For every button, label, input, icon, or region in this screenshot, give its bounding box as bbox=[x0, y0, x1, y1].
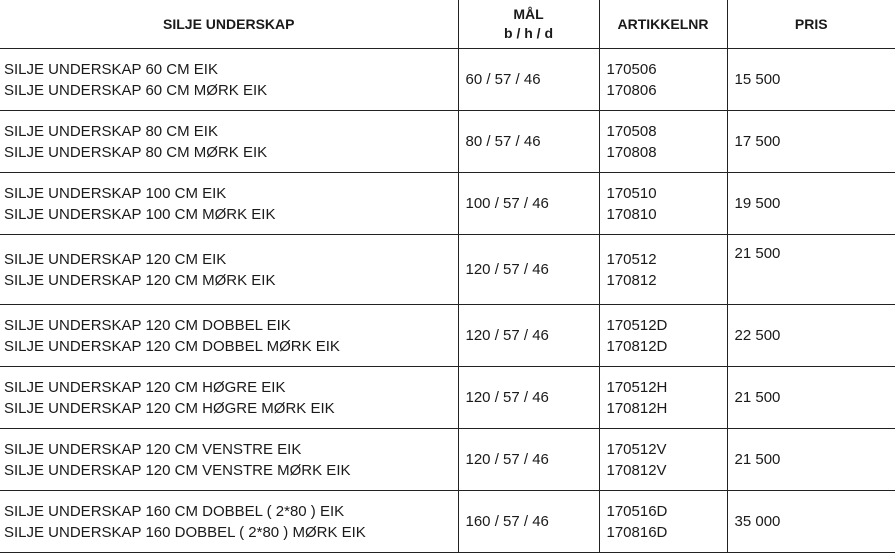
article-number: 170506 bbox=[606, 60, 657, 78]
header-price: PRIS bbox=[727, 0, 895, 49]
table-row bbox=[0, 429, 895, 491]
article-number-cell bbox=[599, 111, 727, 173]
article-number: 170512H bbox=[606, 378, 668, 396]
article-number: 170510 bbox=[606, 184, 657, 202]
header-dimensions bbox=[458, 0, 599, 49]
header-dimensions-title: MÅL bbox=[513, 6, 544, 23]
product-name-cell bbox=[0, 367, 458, 429]
header-name: SILJE UNDERSKAP bbox=[0, 0, 458, 49]
article-number-dark: 170812V bbox=[606, 461, 667, 479]
dimensions-cell: 120 / 57 / 46 bbox=[458, 429, 599, 491]
article-number-dark: 170812D bbox=[606, 337, 668, 355]
product-name: SILJE UNDERSKAP 120 CM EIK bbox=[4, 250, 227, 268]
table-row bbox=[0, 305, 895, 367]
product-name-dark: SILJE UNDERSKAP 160 DOBBEL ( 2*80 ) MØRK EIK bbox=[4, 523, 366, 541]
product-name: SILJE UNDERSKAP 120 CM HØGRE EIK bbox=[4, 378, 286, 396]
dimensions-cell: 160 / 57 / 46 bbox=[458, 491, 599, 553]
product-name: SILJE UNDERSKAP 100 CM EIK bbox=[4, 184, 227, 202]
product-name-dark: SILJE UNDERSKAP 100 CM MØRK EIK bbox=[4, 205, 276, 223]
price-cell: 19 500 bbox=[727, 173, 895, 235]
header-article-number: ARTIKKELNR bbox=[599, 0, 727, 49]
dimensions-cell: 100 / 57 / 46 bbox=[458, 173, 599, 235]
product-name-dark: SILJE UNDERSKAP 120 CM MØRK EIK bbox=[4, 271, 276, 289]
article-number-dark: 170812 bbox=[606, 271, 657, 289]
price-cell: 22 500 bbox=[727, 305, 895, 367]
table-body bbox=[0, 49, 895, 553]
table-row bbox=[0, 367, 895, 429]
header-row bbox=[0, 0, 895, 49]
table-header bbox=[0, 0, 895, 49]
price-cell: 21 500 bbox=[727, 235, 895, 305]
article-number-dark: 170806 bbox=[606, 81, 657, 99]
product-name-dark: SILJE UNDERSKAP 120 CM DOBBEL MØRK EIK bbox=[4, 337, 340, 355]
product-name: SILJE UNDERSKAP 160 CM DOBBEL ( 2*80 ) EIK bbox=[4, 502, 345, 520]
price-cell: 21 500 bbox=[727, 429, 895, 491]
price-cell: 21 500 bbox=[727, 367, 895, 429]
article-number-dark: 170810 bbox=[606, 205, 657, 223]
table-row bbox=[0, 111, 895, 173]
dimensions-cell: 120 / 57 / 46 bbox=[458, 305, 599, 367]
product-name-dark: SILJE UNDERSKAP 80 CM MØRK EIK bbox=[4, 143, 268, 161]
dimensions-cell: 120 / 57 / 46 bbox=[458, 235, 599, 305]
product-name: SILJE UNDERSKAP 60 CM EIK bbox=[4, 60, 218, 78]
article-number: 170508 bbox=[606, 122, 657, 140]
table-row bbox=[0, 235, 895, 305]
article-number-cell bbox=[599, 367, 727, 429]
article-number-cell bbox=[599, 173, 727, 235]
article-number: 170516D bbox=[606, 502, 668, 520]
table-row bbox=[0, 491, 895, 553]
article-number-dark: 170816D bbox=[606, 523, 668, 541]
dimensions-cell: 60 / 57 / 46 bbox=[458, 49, 599, 111]
price-cell: 15 500 bbox=[727, 49, 895, 111]
article-number-dark: 170812H bbox=[606, 399, 668, 417]
product-name-cell bbox=[0, 491, 458, 553]
price-cell: 35 000 bbox=[727, 491, 895, 553]
product-name-cell bbox=[0, 111, 458, 173]
product-name-dark: SILJE UNDERSKAP 120 CM VENSTRE MØRK EIK bbox=[4, 461, 351, 479]
article-number-cell bbox=[599, 491, 727, 553]
product-name-cell bbox=[0, 49, 458, 111]
product-name-dark: SILJE UNDERSKAP 60 CM MØRK EIK bbox=[4, 81, 268, 99]
table-row bbox=[0, 173, 895, 235]
article-number: 170512 bbox=[606, 250, 657, 268]
dimensions-cell: 120 / 57 / 46 bbox=[458, 367, 599, 429]
article-number: 170512D bbox=[606, 316, 668, 334]
article-number-cell bbox=[599, 235, 727, 305]
article-number-cell bbox=[599, 305, 727, 367]
article-number-cell bbox=[599, 49, 727, 111]
product-name-cell bbox=[0, 235, 458, 305]
dimensions-cell: 80 / 57 / 46 bbox=[458, 111, 599, 173]
product-name-cell bbox=[0, 429, 458, 491]
product-name-cell bbox=[0, 173, 458, 235]
product-name: SILJE UNDERSKAP 80 CM EIK bbox=[4, 122, 218, 140]
article-number: 170512V bbox=[606, 440, 667, 458]
article-number-dark: 170808 bbox=[606, 143, 657, 161]
product-name-dark: SILJE UNDERSKAP 120 CM HØGRE MØRK EIK bbox=[4, 399, 335, 417]
product-name: SILJE UNDERSKAP 120 CM DOBBEL EIK bbox=[4, 316, 291, 334]
product-name: SILJE UNDERSKAP 120 CM VENSTRE EIK bbox=[4, 440, 302, 458]
table-row bbox=[0, 49, 895, 111]
price-cell: 17 500 bbox=[727, 111, 895, 173]
product-name-cell bbox=[0, 305, 458, 367]
article-number-cell bbox=[599, 429, 727, 491]
header-dimensions-sub: b / h / d bbox=[504, 25, 553, 41]
